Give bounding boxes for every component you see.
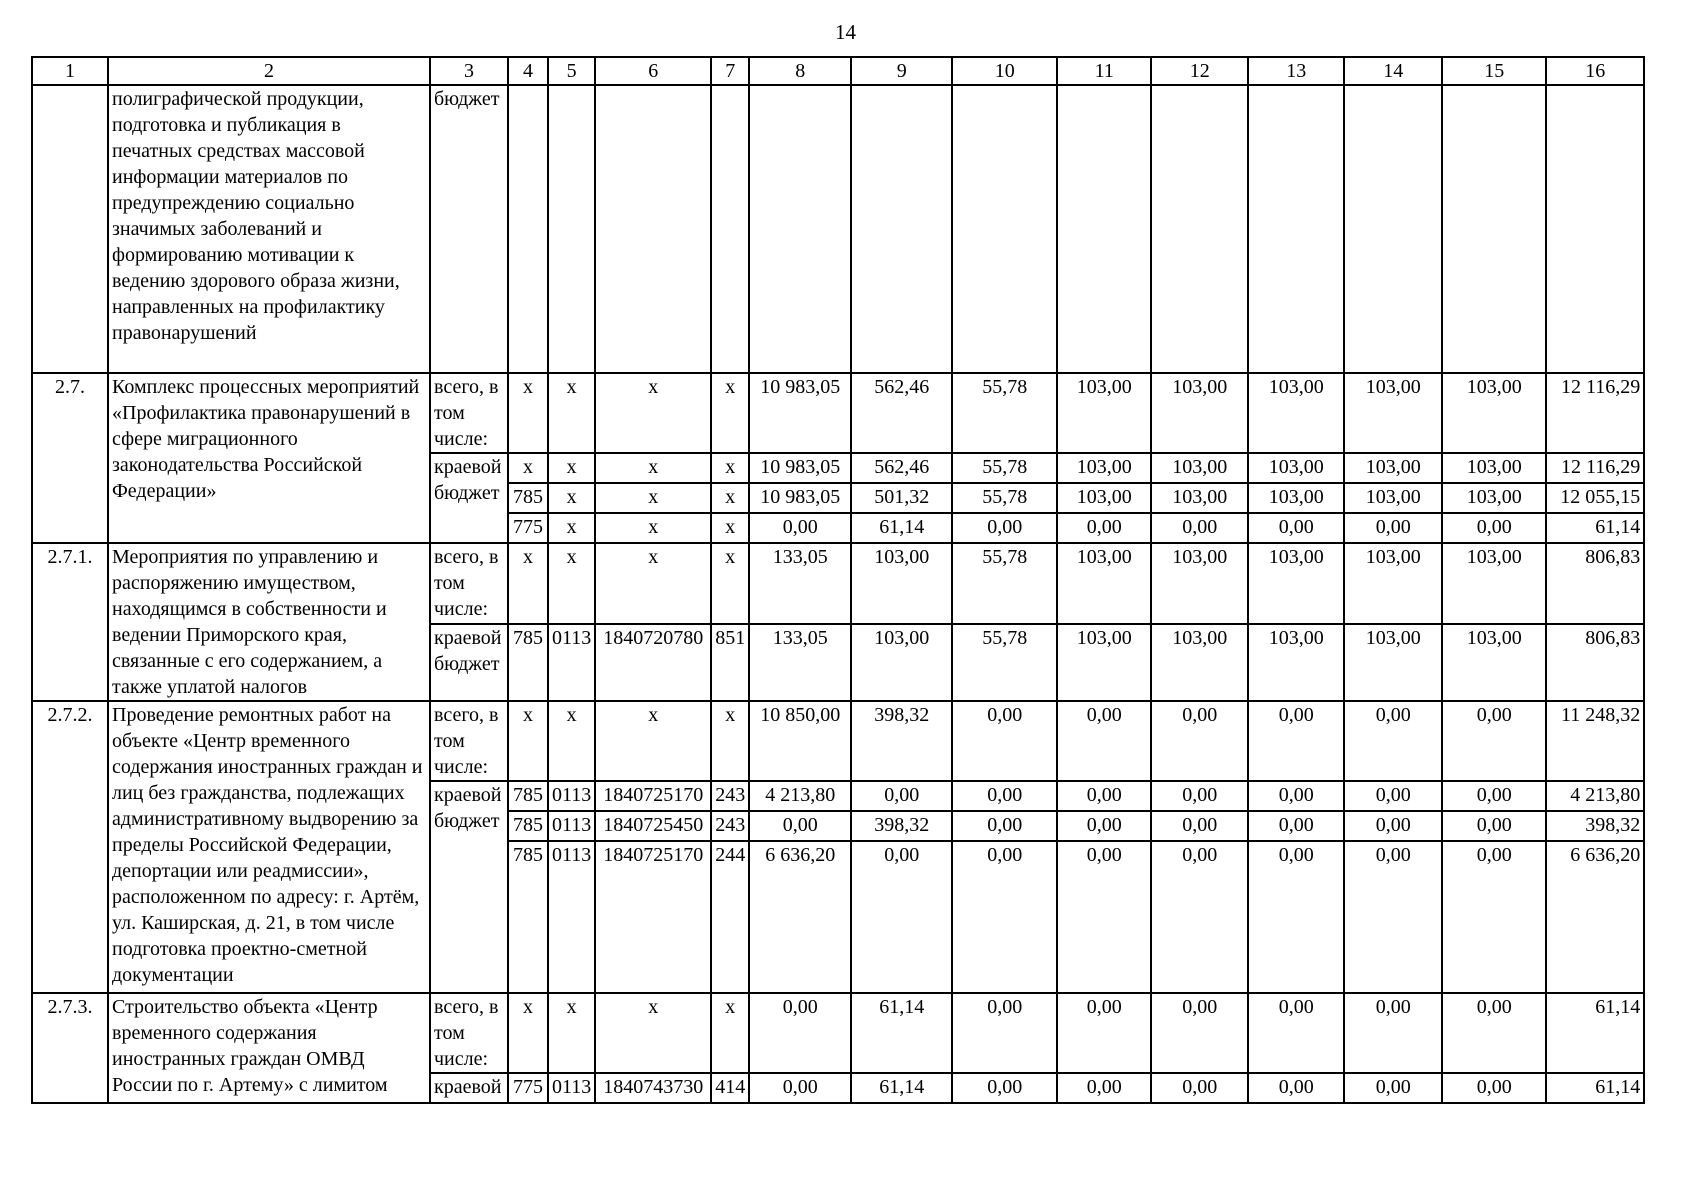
code-cell: х (548, 513, 595, 543)
value-cell: 103,00 (1344, 483, 1442, 513)
code-cell: х (508, 701, 548, 781)
value-cell: 0,00 (749, 811, 851, 841)
value-cell: 0,00 (1344, 841, 1442, 993)
code-cell: х (548, 453, 595, 483)
value-cell: 501,32 (851, 483, 952, 513)
value-cell: 0,00 (952, 513, 1057, 543)
value-cell: 0,00 (1344, 781, 1442, 811)
value-cell: 0,00 (1057, 811, 1151, 841)
value-cell: 10 983,05 (749, 453, 851, 483)
row-name: Мероприятия по управлению и распоряжению имуществом, находящимся в собственности и ведении Приморского края, связанные с его содержанием, а также уплатой налогов (108, 543, 430, 701)
code-cell: х (595, 993, 711, 1073)
code-cell: х (711, 543, 749, 624)
row-name: Комплекс процессных мероприятий «Профилактика правонарушений в сфере миграционного законодательства Российской Федерации» (108, 373, 430, 543)
code-cell: 243 (711, 781, 749, 811)
value-cell: 0,00 (1442, 811, 1546, 841)
code-cell: х (508, 993, 548, 1073)
value-cell: 61,14 (851, 513, 952, 543)
value-cell: 0,00 (749, 1073, 851, 1103)
value-cell: 103,00 (1248, 483, 1344, 513)
code-cell: х (711, 373, 749, 453)
value-cell: 103,00 (1344, 373, 1442, 453)
header-cell: 15 (1442, 57, 1546, 85)
value-cell: 0,00 (1344, 811, 1442, 841)
page-number: 14 (835, 20, 856, 44)
value-cell: 0,00 (1151, 513, 1248, 543)
value-cell (851, 85, 952, 373)
code-cell: х (711, 993, 749, 1073)
value-cell: 0,00 (749, 513, 851, 543)
value-cell: 103,00 (1344, 453, 1442, 483)
value-cell: 55,78 (952, 543, 1057, 624)
code-cell: 785 (508, 483, 548, 513)
value-cell: 0,00 (1442, 841, 1546, 993)
table-row (32, 85, 1644, 373)
value-cell: 103,00 (1151, 453, 1248, 483)
code-cell: х (711, 701, 749, 781)
value-cell: 103,00 (1248, 373, 1344, 453)
table-row (32, 993, 1644, 1073)
value-cell (749, 85, 851, 373)
value-cell (1151, 85, 1248, 373)
value-cell: 103,00 (1057, 453, 1151, 483)
value-cell: 0,00 (1442, 701, 1546, 781)
value-cell: 55,78 (952, 453, 1057, 483)
code-cell: 1840720780 (595, 624, 711, 702)
row-name: полиграфической продукции, подготовка и публикация в печатных средствах массовой информации материалов по предупреждению социально значимых заболеваний и формированию мотивации к ведению здорового образа жизни, направленных на профилактику правонарушений (108, 85, 430, 373)
value-cell: 103,00 (1248, 624, 1344, 702)
header-cell: 5 (548, 57, 595, 85)
value-cell: 0,00 (1057, 1073, 1151, 1103)
header-cell: 6 (595, 57, 711, 85)
source-cell: всего, в том числе: (430, 373, 508, 453)
value-cell: 0,00 (1442, 781, 1546, 811)
value-cell: 562,46 (851, 453, 952, 483)
value-cell: 103,00 (851, 543, 952, 624)
code-cell: 785 (508, 624, 548, 702)
code-cell: х (595, 701, 711, 781)
value-cell: 562,46 (851, 373, 952, 453)
code-cell: х (508, 373, 548, 453)
value-cell: 0,00 (749, 993, 851, 1073)
value-cell: 0,00 (952, 781, 1057, 811)
value-cell: 0,00 (1248, 701, 1344, 781)
code-cell: х (548, 701, 595, 781)
value-cell: 61,14 (851, 993, 952, 1073)
value-cell: 0,00 (1151, 841, 1248, 993)
code-cell: х (508, 453, 548, 483)
header-cell: 12 (1151, 57, 1248, 85)
value-cell: 0,00 (952, 841, 1057, 993)
value-cell: 10 983,05 (749, 483, 851, 513)
value-cell: 0,00 (1344, 513, 1442, 543)
value-cell: 133,05 (749, 624, 851, 702)
value-cell: 133,05 (749, 543, 851, 624)
code-cell: х (711, 513, 749, 543)
value-cell: 0,00 (1442, 513, 1546, 543)
code-cell: х (595, 373, 711, 453)
value-cell: 103,00 (1442, 543, 1546, 624)
value-cell: 55,78 (952, 483, 1057, 513)
header-cell: 1 (32, 57, 108, 85)
value-cell: 0,00 (1057, 993, 1151, 1073)
value-cell: 103,00 (1057, 483, 1151, 513)
row-number: 2.7.1. (32, 543, 108, 701)
source-cell: всего, в том числе: (430, 701, 508, 781)
value-cell: 61,14 (851, 1073, 952, 1103)
code-cell: х (711, 483, 749, 513)
value-cell: 10 850,00 (749, 701, 851, 781)
value-cell: 0,00 (1151, 811, 1248, 841)
code-cell: 785 (508, 811, 548, 841)
row-number: 2.7.3. (32, 993, 108, 1103)
code-cell: х (508, 543, 548, 624)
value-cell (1546, 85, 1644, 373)
code-cell: 0113 (548, 624, 595, 702)
value-cell: 103,00 (1344, 543, 1442, 624)
source-cell: всего, в том числе: (430, 993, 508, 1073)
value-cell: 103,00 (1151, 624, 1248, 702)
source-cell: бюджет (430, 85, 508, 373)
value-cell: 0,00 (1248, 993, 1344, 1073)
value-cell (1248, 85, 1344, 373)
value-cell: 12 116,29 (1546, 453, 1644, 483)
value-cell (1344, 85, 1442, 373)
source-cell: краевой бюджет (430, 781, 508, 993)
code-cell (711, 85, 749, 373)
value-cell: 0,00 (1057, 701, 1151, 781)
code-cell: х (711, 453, 749, 483)
value-cell: 0,00 (1442, 1073, 1546, 1103)
value-cell (1442, 85, 1546, 373)
code-cell: 244 (711, 841, 749, 993)
code-cell (595, 85, 711, 373)
code-cell: х (595, 453, 711, 483)
value-cell: 6 636,20 (749, 841, 851, 993)
code-cell: х (595, 543, 711, 624)
value-cell: 55,78 (952, 624, 1057, 702)
value-cell: 61,14 (1546, 993, 1644, 1073)
code-cell: 0113 (548, 811, 595, 841)
code-cell: х (548, 993, 595, 1073)
value-cell: 0,00 (1442, 993, 1546, 1073)
header-cell: 9 (851, 57, 952, 85)
source-cell: краевой бюджет (430, 453, 508, 543)
value-cell: 0,00 (1344, 1073, 1442, 1103)
value-cell: 0,00 (1151, 781, 1248, 811)
value-cell: 398,32 (1546, 811, 1644, 841)
value-cell: 103,00 (1057, 373, 1151, 453)
value-cell: 0,00 (1057, 781, 1151, 811)
value-cell: 12 055,15 (1546, 483, 1644, 513)
value-cell: 398,32 (851, 811, 952, 841)
value-cell: 103,00 (1057, 543, 1151, 624)
table-row (32, 373, 1644, 453)
code-cell: 775 (508, 1073, 548, 1103)
value-cell: 0,00 (952, 993, 1057, 1073)
value-cell: 0,00 (1151, 701, 1248, 781)
code-cell: х (595, 513, 711, 543)
value-cell: 10 983,05 (749, 373, 851, 453)
value-cell: 103,00 (1151, 483, 1248, 513)
header-cell: 3 (430, 57, 508, 85)
value-cell: 0,00 (1151, 1073, 1248, 1103)
value-cell: 398,32 (851, 701, 952, 781)
source-cell: краевой бюджет (430, 624, 508, 702)
code-cell: 851 (711, 624, 749, 702)
table-row (32, 543, 1644, 624)
value-cell: 61,14 (1546, 1073, 1644, 1103)
value-cell: 103,00 (1151, 543, 1248, 624)
value-cell: 0,00 (1248, 513, 1344, 543)
header-cell: 2 (108, 57, 430, 85)
header-cell: 14 (1344, 57, 1442, 85)
code-cell: 0113 (548, 781, 595, 811)
value-cell (1057, 85, 1151, 373)
header-cell: 16 (1546, 57, 1644, 85)
value-cell: 103,00 (1442, 483, 1546, 513)
value-cell: 0,00 (1248, 811, 1344, 841)
value-cell: 0,00 (952, 1073, 1057, 1103)
value-cell: 0,00 (851, 781, 952, 811)
source-cell: всего, в том числе: (430, 543, 508, 624)
value-cell: 0,00 (1344, 701, 1442, 781)
header-cell: 11 (1057, 57, 1151, 85)
value-cell: 0,00 (851, 841, 952, 993)
value-cell: 11 248,32 (1546, 701, 1644, 781)
code-cell (508, 85, 548, 373)
table-row (32, 701, 1644, 781)
code-cell: х (548, 373, 595, 453)
value-cell: 806,83 (1546, 624, 1644, 702)
row-name: Проведение ремонтных работ на объекте «Центр временного содержания иностранных граждан и лиц без гражданства, подлежащих административному выдворению за пределы Российской Федерации, депортации или реадмиссии», расположенном по адресу: г. Артём, ул. Каширская, д. 21, в том числе подготовка проектно-сметной документации (108, 701, 430, 993)
value-cell: 55,78 (952, 373, 1057, 453)
source-cell: краевой (430, 1073, 508, 1103)
code-cell: 0113 (548, 1073, 595, 1103)
header-row (32, 57, 1644, 85)
value-cell: 103,00 (1344, 624, 1442, 702)
value-cell: 0,00 (1248, 1073, 1344, 1103)
value-cell: 0,00 (952, 701, 1057, 781)
row-name: Строительство объекта «Центр временного содержания иностранных граждан ОМВД России по г. Артему» с лимитом (108, 993, 430, 1103)
value-cell: 103,00 (1442, 453, 1546, 483)
code-cell: 785 (508, 781, 548, 811)
header-cell: 10 (952, 57, 1057, 85)
value-cell: 103,00 (1248, 543, 1344, 624)
code-cell: х (548, 543, 595, 624)
code-cell: х (595, 483, 711, 513)
budget-table (31, 56, 1645, 1104)
value-cell: 103,00 (1442, 624, 1546, 702)
header-cell: 7 (711, 57, 749, 85)
code-cell: х (548, 483, 595, 513)
header-cell: 13 (1248, 57, 1344, 85)
value-cell: 103,00 (1442, 373, 1546, 453)
value-cell: 103,00 (1248, 453, 1344, 483)
value-cell: 103,00 (1151, 373, 1248, 453)
code-cell: 1840725170 (595, 781, 711, 811)
value-cell: 0,00 (1151, 993, 1248, 1073)
code-cell: 785 (508, 841, 548, 993)
value-cell: 61,14 (1546, 513, 1644, 543)
value-cell: 0,00 (1057, 513, 1151, 543)
value-cell (952, 85, 1057, 373)
code-cell: 243 (711, 811, 749, 841)
header-cell: 8 (749, 57, 851, 85)
value-cell: 0,00 (1248, 781, 1344, 811)
code-cell: 1840725170 (595, 841, 711, 993)
value-cell: 4 213,80 (1546, 781, 1644, 811)
row-number (32, 85, 108, 373)
value-cell: 103,00 (851, 624, 952, 702)
code-cell: 1840725450 (595, 811, 711, 841)
value-cell: 0,00 (1248, 841, 1344, 993)
value-cell: 12 116,29 (1546, 373, 1644, 453)
value-cell: 0,00 (952, 811, 1057, 841)
value-cell: 6 636,20 (1546, 841, 1644, 993)
value-cell: 0,00 (1057, 841, 1151, 993)
value-cell: 806,83 (1546, 543, 1644, 624)
value-cell: 0,00 (1344, 993, 1442, 1073)
code-cell: 775 (508, 513, 548, 543)
value-cell: 4 213,80 (749, 781, 851, 811)
row-number: 2.7. (32, 373, 108, 543)
code-cell (548, 85, 595, 373)
row-number: 2.7.2. (32, 701, 108, 993)
code-cell: 1840743730 (595, 1073, 711, 1103)
code-cell: 0113 (548, 841, 595, 993)
code-cell: 414 (711, 1073, 749, 1103)
value-cell: 103,00 (1057, 624, 1151, 702)
header-cell: 4 (508, 57, 548, 85)
